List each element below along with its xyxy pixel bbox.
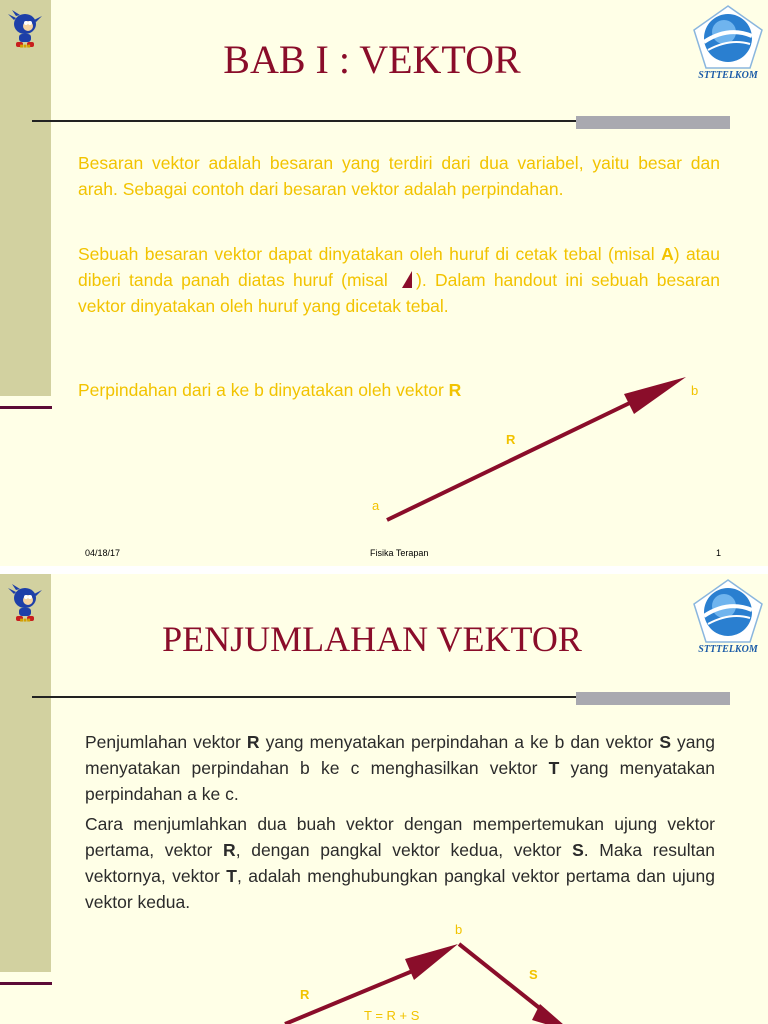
- mascot-caption: ■■■: [19, 44, 31, 50]
- paragraph-definition: Besaran vektor adalah besaran yang terdiri dari dua variabel, yaitu besar dan arah. Sebagai contoh dari besaran vektor adalah perpindahan.: [78, 153, 720, 199]
- point-b-label: b: [691, 383, 699, 398]
- addition-text-2: yang menyatakan perpindahan a ke b dan vektor: [259, 732, 660, 752]
- vector-r-label: R: [506, 432, 516, 447]
- method-bold-t: T: [226, 866, 237, 886]
- footer-date: 04/18/17: [85, 548, 121, 558]
- slide-2: [0, 574, 768, 1024]
- footer-page-number: 1: [716, 548, 722, 558]
- displacement-vector-label: R: [448, 380, 462, 400]
- addition-bold-t: T: [548, 758, 560, 778]
- logo-caption: STTTELKOM: [698, 644, 758, 655]
- logo-caption: STTTELKOM: [698, 70, 758, 81]
- footer-course: Fisika Terapan: [370, 548, 429, 558]
- displacement-text: Perpindahan dari a ke b dinyatakan oleh vektor: [78, 380, 449, 400]
- addition-text-4: yang menyatakan perpindahan a ke c.: [85, 758, 715, 804]
- method-text-3: . Maka resultan vektornya, vektor: [85, 840, 715, 886]
- addition-text-1: Penjumlahan vektor: [85, 732, 247, 752]
- notation-bold-a: A: [661, 244, 674, 264]
- point-a-label: a: [372, 498, 380, 513]
- notation-text-2: ) atau diberi tanda panah diatas huruf (misal: [78, 244, 721, 290]
- method-bold-r: R: [223, 840, 236, 860]
- slide-title: BAB I : VEKTOR: [223, 37, 521, 82]
- method-text-2: , dengan pangkal vektor kedua, vektor: [235, 840, 573, 860]
- vector-r-arrowhead: [405, 944, 458, 980]
- vector-r-arrowhead: [624, 377, 686, 414]
- mascot-caption: ■■■: [19, 618, 31, 624]
- method-bold-s: S: [572, 840, 584, 860]
- addition-text-3: yang menyatakan perpindahan b ke c menghasilkan vektor: [85, 732, 716, 778]
- notation-text-1: Sebuah besaran vektor dapat dinyatakan oleh huruf di cetak tebal (misal: [78, 244, 662, 264]
- method-text-4: , adalah menghubungkan pangkal vektor pertama dan ujung vektor kedua.: [85, 866, 715, 912]
- slide-title: PENJUMLAHAN VEKTOR: [162, 619, 582, 659]
- vector-r-line: [387, 398, 640, 520]
- vector-s-label: S: [529, 967, 538, 982]
- point-b-label: b: [455, 922, 463, 937]
- vector-r-label: R: [300, 987, 310, 1002]
- sum-equation-label: T = R + S: [364, 1008, 420, 1023]
- addition-bold-s: S: [659, 732, 672, 752]
- addition-bold-r: R: [246, 732, 260, 752]
- method-text-1: Cara menjumlahkan dua buah vektor dengan mempertemukan ujung vektor pertama, vektor: [85, 814, 715, 860]
- notation-text-3: ). Dalam handout ini sebuah besaran vektor dinyatakan oleh huruf yang dicetak tebal.: [78, 270, 720, 316]
- vector-addition-diagram: [0, 574, 768, 1024]
